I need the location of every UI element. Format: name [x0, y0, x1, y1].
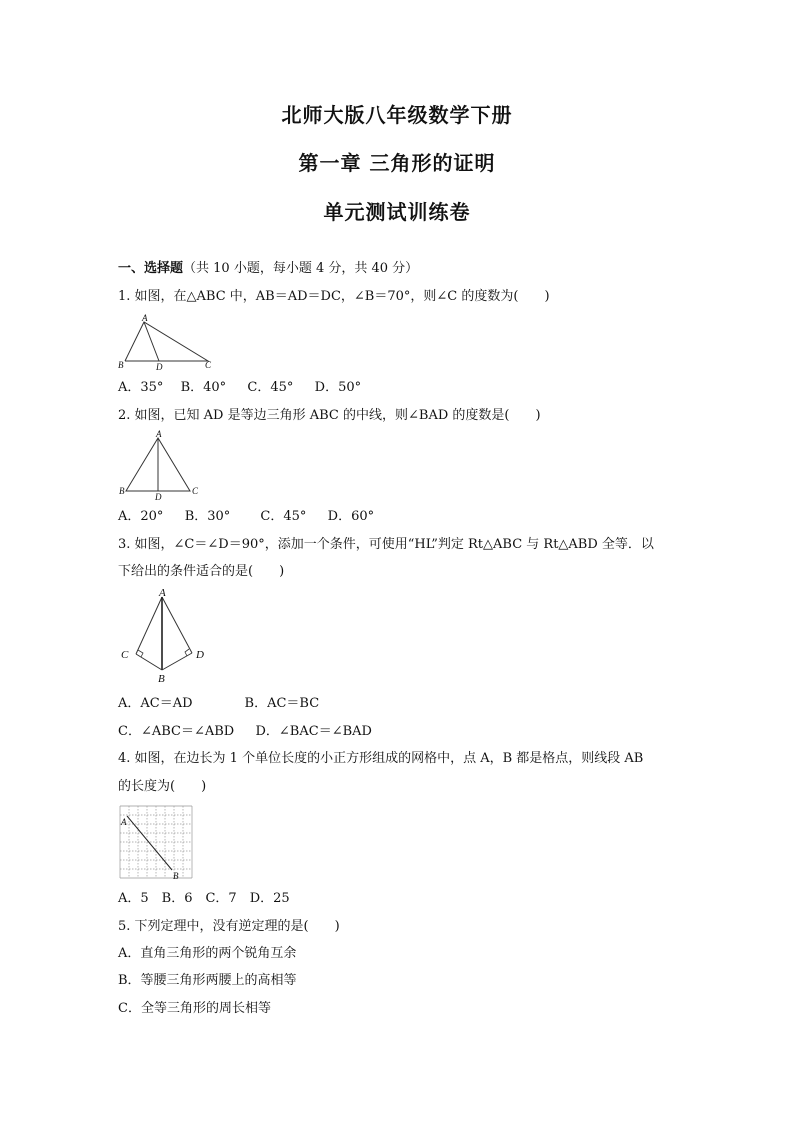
question-1-options: A．35° B．40° C．45° D．50° [118, 380, 362, 395]
question-5-option-b: B．等腰三角形两腰上的高相等 [118, 973, 297, 988]
q3-label-b: B [158, 673, 165, 685]
question-5-option-a: A．直角三角形的两个锐角互余 [118, 946, 297, 961]
question-3-options-line-2: C．∠ABC＝∠ABD D．∠BAC＝∠BAD [118, 724, 372, 739]
document-title: 北师大版八年级数学下册 [281, 103, 513, 127]
q4-label-b: B [173, 871, 179, 881]
question-4-options: A．5 B．6 C．7 D．25 [118, 891, 290, 906]
section-note: （共 10 小题，每小题 4 分，共 40 分） [183, 261, 419, 276]
test-subtitle: 单元测试训练卷 [323, 200, 471, 224]
question-3-stem-line-2: 下给出的条件适合的是( ) [118, 564, 285, 579]
q4-label-a: A [121, 817, 127, 827]
q1-label-a: A [142, 313, 148, 323]
question-3-stem-line-1: 3. 如图，∠C＝∠D＝90°，添加一个条件，可使用“HL”判定 Rt△ABC 与 Rt△ABD 全等．以 [118, 537, 654, 552]
question-4-stem-line-2: 的长度为( ) [118, 779, 207, 794]
question-2-stem: 2. 如图，已知 AD 是等边三角形 ABC 的中线，则∠BAD 的度数是( ) [118, 408, 541, 423]
question-1-stem: 1. 如图，在△ABC 中，AB＝AD＝DC，∠B＝70°，则∠C 的度数为( ) [118, 289, 550, 304]
question-1-figure [116, 312, 216, 374]
grid [120, 806, 192, 878]
q2-label-b: B [119, 486, 125, 496]
q2-label-c: C [192, 486, 199, 496]
q2-label-d: D [155, 492, 162, 502]
question-4-stem-line-1: 4. 如图，在边长为 1 个单位长度的小正方形组成的网格中，点 A，B 都是格点，则线段 AB [118, 751, 644, 766]
question-3-figure [116, 586, 216, 686]
section-heading [118, 261, 418, 277]
q1-label-b: B [118, 360, 124, 370]
question-5-stem: 5. 下列定理中，没有逆定理的是( ) [118, 919, 340, 934]
q1-label-c: C [205, 360, 212, 370]
q3-label-c: C [121, 649, 129, 661]
section-label: 一、选择题 [118, 261, 184, 276]
question-5-option-c: C．全等三角形的周长相等 [118, 1001, 271, 1016]
q3-label-d: D [196, 649, 204, 661]
question-4-figure [118, 804, 200, 882]
q2-label-a: A [156, 429, 162, 439]
question-2-options: A．20° B．30° C．45° D．60° [118, 509, 375, 524]
q3-label-a: A [159, 587, 166, 599]
question-3-options-line-1: A．AC＝AD B．AC＝BC [118, 696, 320, 711]
chapter-title: 第一章 三角形的证明 [298, 151, 496, 175]
q1-label-d: D [156, 362, 163, 372]
question-2-figure [116, 430, 206, 502]
